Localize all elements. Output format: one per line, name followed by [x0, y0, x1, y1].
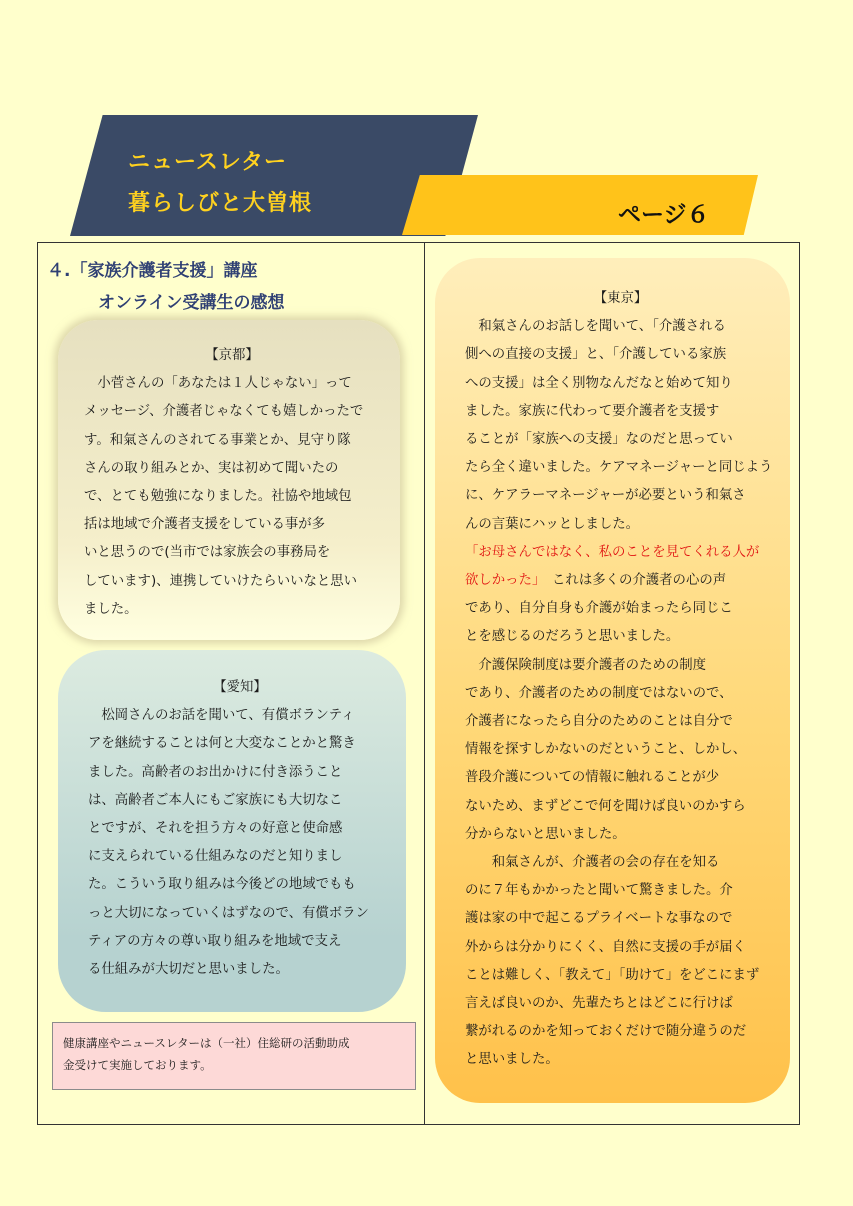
page-number: ページ６ [618, 202, 710, 228]
text-line: とですが、それを担う方々の好意と使命感 [88, 821, 343, 837]
text-line: 護は家の中で起こるプライベートな事なので [465, 911, 733, 927]
text-line: た。こういう取り組みは今後どの地域でもも [88, 877, 356, 893]
text-line: ました。高齢者のお出かけに付き添うこと [88, 764, 343, 780]
text-line: は、高齢者ご本人にもご家族にも大切なこ [88, 792, 343, 808]
text-line: であり、介護者のための制度ではないので、 [465, 685, 733, 701]
text-line: と思いました。 [465, 1052, 559, 1068]
text-line: 分からないと思いました。 [465, 826, 626, 842]
quote-tail: これは多くの介護者の心の声 [538, 573, 727, 589]
text-line: であり、自分自身も介護が始まったら同じこ [465, 601, 733, 617]
tokyo-text [465, 313, 776, 1074]
text-line: とを感じるのだろうと思いました。 [465, 629, 680, 645]
text-line: ました。 [84, 601, 138, 617]
text-line [465, 567, 776, 595]
text-line: への支援」は全く別物なんだなと始めて知り [465, 375, 733, 391]
aichi-comment-bubble [58, 650, 406, 1012]
aichi-title: 【愛知】 [213, 680, 267, 695]
text-line: メッセージ、介護者じゃなくても嬉しかったで [84, 404, 364, 420]
text-line: 言えば良いのか、先輩たちとはどこに行けば [465, 996, 733, 1012]
text-line: たら全く違いました。ケアマネージャーと同じよう [465, 460, 773, 476]
kyoto-text [84, 370, 380, 624]
text-line: に、ケアラーマネージャーが必要という和氣さ [465, 488, 746, 504]
text-line: る仕組みが大切だと思いました。 [88, 962, 289, 978]
text-line: 普段介護についての情報に触れることが少 [465, 770, 720, 786]
aichi-text [88, 702, 392, 984]
highlight-quote: 欲しかった」 [465, 573, 539, 589]
text-line: に支えられている仕組みなのだと知りまし [88, 849, 343, 865]
text-line: ました。家族に代わって要介護者を支援す [465, 403, 720, 419]
text-line: す。和氣さんのされてる事業とか、見守り隊 [84, 432, 351, 448]
text-line: 繋がれるのかを知っておくだけで随分違うのだ [465, 1024, 747, 1040]
newsletter-title: ニュースレター [128, 150, 288, 175]
text-line: ることが「家族への支援」なのだと思ってい [465, 432, 733, 448]
text-line: さんの取り組みとか、実は初めて聞いたの [84, 460, 339, 476]
note-line: 健康講座やニュースレターは（一社）住総研の活動助成 [63, 1036, 350, 1050]
text-line: んの言葉にハッとしました。 [465, 516, 640, 532]
section-subheading: オンライン受講生の感想 [98, 293, 285, 313]
tokyo-title: 【東京】 [593, 291, 648, 306]
text-line: 和氣さんのお話しを聞いて、「介護される [465, 319, 726, 335]
text-line: ことは難しく、「教えて」「助けて」をどこにまず [465, 967, 760, 983]
highlight-quote: 「お母さんではなく、私のことを見てくれる人が [465, 544, 760, 560]
text-line: いと思うので(当市では家族会の事務局を [84, 545, 331, 561]
text-line: っと大切になっていくはずなので、有償ボラン [88, 905, 369, 921]
text-line: 側への直接の支援」と、「介護している家族 [465, 347, 727, 363]
kyoto-title: 【京都】 [205, 348, 259, 363]
text-line: ないため、まずどこで何を聞けば良いのかすら [465, 798, 746, 814]
funding-note [52, 1022, 416, 1090]
note-line: 金受けて実施しております。 [63, 1058, 212, 1072]
tokyo-comment-bubble [435, 258, 790, 1103]
text-line: ティアの方々の尊い取り組みを地域で支え [88, 933, 342, 949]
kyoto-comment-bubble [58, 320, 400, 640]
text-line: 松岡さんのお話を聞いて、有償ボランティ [88, 708, 355, 724]
section-heading: ４.「家族介護者支援」講座 [47, 261, 258, 281]
text-line: で、とても勉強になりました。社協や地域包 [84, 489, 352, 505]
text-line: しています)、連携していけたらいいなと思い [84, 573, 358, 589]
text-line: 外からは分かりにくく、自然に支援の手が届く [465, 939, 746, 955]
text-line: アを継続することは何と大変なことかと驚き [88, 736, 356, 752]
column-divider [424, 242, 425, 1125]
newsletter-subtitle: 暮らしびと大曽根 [128, 191, 313, 216]
text-line: のに７年もかかったと聞いて驚きました。介 [465, 883, 733, 899]
text-line: 介護保険制度は要介護者のための制度 [465, 657, 707, 673]
text-line: 情報を探すしかないのだということ、しかし、 [465, 742, 747, 758]
text-line: 括は地域で介護者支援をしている事が多 [84, 517, 326, 533]
text-line: 和氣さんが、介護者の会の存在を知る [465, 855, 720, 871]
text-line: 介護者になったら自分のためのことは自分で [465, 714, 733, 730]
text-line: 小菅さんの「あなたは１人じゃない」って [84, 376, 352, 392]
